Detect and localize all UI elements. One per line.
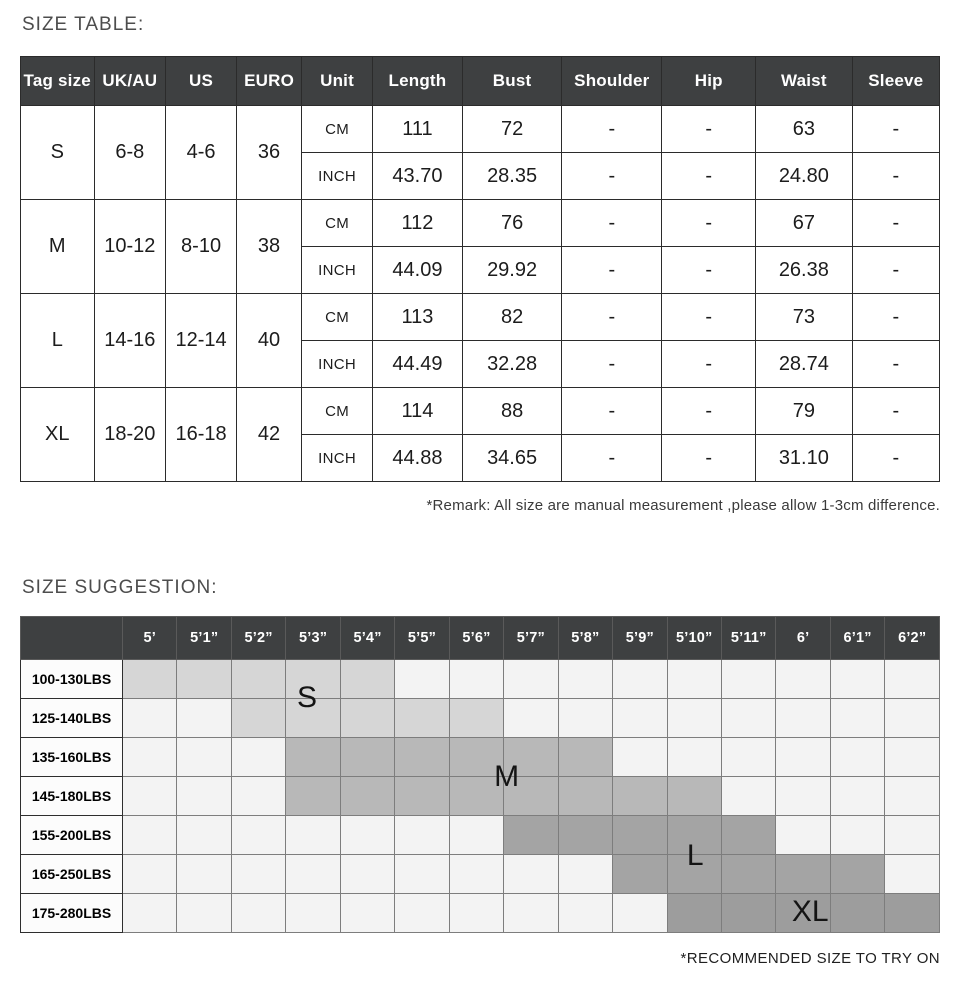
suggestion-cell: [776, 777, 830, 816]
weight-row: [21, 738, 940, 777]
suggestion-cell-m: [667, 777, 721, 816]
suggestion-cell: [177, 816, 231, 855]
suggestion-cell-l: [613, 855, 667, 894]
unit-cell: CM: [302, 106, 373, 153]
measurement-cell: -: [852, 106, 939, 153]
suggestion-cell-xl: [830, 894, 884, 933]
suggestion-cell: [123, 894, 177, 933]
size-letter-m: M: [494, 760, 520, 794]
size-table-us-cell: 16-18: [166, 388, 237, 482]
height-header-cell: 5’7”: [504, 617, 558, 660]
size-table-euro-cell: 42: [236, 388, 301, 482]
height-header-cell: 6’1”: [830, 617, 884, 660]
height-header-cell: 5’: [123, 617, 177, 660]
suggestion-cell: [123, 738, 177, 777]
suggestion-cell: [885, 660, 940, 699]
size-table-header-cell: Tag size: [21, 57, 95, 106]
measurement-cell: 112: [372, 200, 462, 247]
measurement-cell: -: [662, 106, 756, 153]
suggestion-cell: [340, 894, 394, 933]
suggestion-cell: [340, 855, 394, 894]
suggestion-cell: [123, 777, 177, 816]
suggestion-cell: [722, 777, 776, 816]
size-table-row: [21, 294, 940, 341]
size-table-header-cell: Shoulder: [562, 57, 662, 106]
suggestion-cell-l: [830, 855, 884, 894]
suggestion-cell-s: [340, 699, 394, 738]
unit-cell: INCH: [302, 247, 373, 294]
measurement-cell: 29.92: [462, 247, 561, 294]
suggestion-cell: [558, 699, 612, 738]
suggestion-cell-s: [286, 660, 340, 699]
measurement-cell: -: [562, 294, 662, 341]
measurement-cell: 31.10: [756, 435, 852, 482]
suggestion-cell: [558, 660, 612, 699]
suggestion-cell: [449, 894, 503, 933]
size-table-us-cell: 4-6: [166, 106, 237, 200]
size-table-title: SIZE TABLE:: [22, 14, 145, 35]
suggestion-cell: [830, 699, 884, 738]
unit-cell: INCH: [302, 341, 373, 388]
size-table-remark: *Remark: All size are manual measurement ,please allow 1-3cm difference.: [426, 497, 940, 514]
suggestion-cell-m: [449, 738, 503, 777]
size-table: [20, 56, 940, 482]
suggestion-cell: [449, 816, 503, 855]
measurement-cell: -: [662, 200, 756, 247]
suggestion-cell: [231, 855, 285, 894]
height-header-cell: 5’3”: [286, 617, 340, 660]
suggestion-cell: [231, 816, 285, 855]
suggestion-cell-m: [613, 777, 667, 816]
weight-label-cell: 175-280LBS: [21, 894, 123, 933]
measurement-cell: 26.38: [756, 247, 852, 294]
weight-row: [21, 777, 940, 816]
suggestion-cell: [885, 777, 940, 816]
suggestion-cell: [123, 816, 177, 855]
weight-label-cell: 155-200LBS: [21, 816, 123, 855]
suggestion-cell: [177, 894, 231, 933]
size-table-euro-cell: 36: [236, 106, 301, 200]
measurement-cell: 34.65: [462, 435, 561, 482]
unit-cell: CM: [302, 294, 373, 341]
measurement-cell: 44.09: [372, 247, 462, 294]
suggestion-cell-xl: [667, 894, 721, 933]
suggestion-cell-s: [231, 660, 285, 699]
suggestion-cell: [776, 816, 830, 855]
suggestion-cell: [776, 738, 830, 777]
suggestion-cell: [885, 699, 940, 738]
size-table-uk-au-cell: 6-8: [94, 106, 166, 200]
size-table-header-cell: Waist: [756, 57, 852, 106]
unit-cell: INCH: [302, 153, 373, 200]
suggestion-cell: [286, 894, 340, 933]
measurement-cell: -: [852, 435, 939, 482]
measurement-cell: 72: [462, 106, 561, 153]
size-table-row: [21, 106, 940, 153]
weight-label-cell: 125-140LBS: [21, 699, 123, 738]
measurement-cell: -: [562, 106, 662, 153]
weight-row: [21, 894, 940, 933]
suggestion-cell: [667, 660, 721, 699]
measurement-cell: 32.28: [462, 341, 561, 388]
height-header-cell: 6’2”: [885, 617, 940, 660]
suggestion-cell: [558, 894, 612, 933]
measurement-cell: -: [562, 247, 662, 294]
suggestion-cell-m: [504, 777, 558, 816]
measurement-cell: 88: [462, 388, 561, 435]
measurement-cell: -: [662, 341, 756, 388]
suggestion-cell: [667, 699, 721, 738]
measurement-cell: 76: [462, 200, 561, 247]
suggestion-cell: [177, 855, 231, 894]
suggestion-cell-l: [613, 816, 667, 855]
size-table-header-row: [21, 57, 940, 106]
measurement-cell: -: [852, 388, 939, 435]
suggestion-cell: [830, 660, 884, 699]
measurement-cell: -: [852, 247, 939, 294]
size-table-tag-cell: L: [21, 294, 95, 388]
size-table-uk-au-cell: 14-16: [94, 294, 166, 388]
measurement-cell: 113: [372, 294, 462, 341]
recommend-note: *RECOMMENDED SIZE TO TRY ON: [680, 950, 940, 967]
suggestion-cell: [123, 699, 177, 738]
measurement-cell: 73: [756, 294, 852, 341]
size-table-header-cell: Hip: [662, 57, 756, 106]
measurement-cell: -: [562, 435, 662, 482]
height-header-cell: 6’: [776, 617, 830, 660]
size-table-uk-au-cell: 10-12: [94, 200, 166, 294]
suggestion-cell-m: [395, 738, 449, 777]
size-table-euro-cell: 38: [236, 200, 301, 294]
corner-cell: [21, 617, 123, 660]
suggestion-cell: [231, 777, 285, 816]
suggestion-cell-s: [123, 660, 177, 699]
suggestion-cell-l: [504, 816, 558, 855]
size-table-header-cell: Length: [372, 57, 462, 106]
suggestion-cell-l: [722, 816, 776, 855]
suggestion-cell-m: [558, 777, 612, 816]
suggestion-cell-m: [395, 777, 449, 816]
suggestion-cell: [722, 660, 776, 699]
suggestion-cell-xl: [722, 894, 776, 933]
size-table-euro-cell: 40: [236, 294, 301, 388]
suggestion-cell-l: [558, 816, 612, 855]
measurement-cell: -: [662, 247, 756, 294]
unit-cell: CM: [302, 388, 373, 435]
height-header-cell: 5’4”: [340, 617, 394, 660]
suggestion-cell-m: [504, 738, 558, 777]
suggestion-cell: [286, 816, 340, 855]
measurement-cell: -: [562, 341, 662, 388]
suggestion-cell-s: [449, 699, 503, 738]
suggestion-cell: [504, 699, 558, 738]
measurement-cell: 79: [756, 388, 852, 435]
size-table-header-cell: Unit: [302, 57, 373, 106]
suggestion-cell-xl: [776, 894, 830, 933]
height-header-cell: 5’11”: [722, 617, 776, 660]
height-header-cell: 5’5”: [395, 617, 449, 660]
suggestion-cell: [340, 816, 394, 855]
suggestion-cell: [613, 699, 667, 738]
height-header-cell: 5’10”: [667, 617, 721, 660]
suggestion-cell: [504, 660, 558, 699]
suggestion-cell: [395, 816, 449, 855]
suggestion-cell-s: [231, 699, 285, 738]
suggestion-cell: [231, 738, 285, 777]
measurement-cell: 67: [756, 200, 852, 247]
measurement-cell: -: [662, 435, 756, 482]
suggestion-cell: [395, 660, 449, 699]
measurement-cell: 44.49: [372, 341, 462, 388]
weight-row: [21, 855, 940, 894]
suggestion-cell: [885, 738, 940, 777]
size-table-header-cell: US: [166, 57, 237, 106]
size-table-header-cell: UK/AU: [94, 57, 166, 106]
measurement-cell: -: [562, 153, 662, 200]
suggestion-cell: [504, 894, 558, 933]
measurement-cell: -: [562, 200, 662, 247]
size-table-uk-au-cell: 18-20: [94, 388, 166, 482]
height-header-cell: 5’2”: [231, 617, 285, 660]
size-table-tag-cell: XL: [21, 388, 95, 482]
measurement-cell: -: [562, 388, 662, 435]
size-letter-l: L: [686, 838, 704, 872]
measurement-cell: -: [662, 294, 756, 341]
size-letter-s: S: [297, 681, 318, 715]
weight-row: [21, 660, 940, 699]
suggestion-cell: [231, 894, 285, 933]
size-table-us-cell: 8-10: [166, 200, 237, 294]
size-suggestion-header-row: [21, 617, 940, 660]
height-header-cell: 5’6”: [449, 617, 503, 660]
height-header-cell: 5’1”: [177, 617, 231, 660]
weight-row: [21, 699, 940, 738]
suggestion-cell: [667, 738, 721, 777]
suggestion-cell-m: [340, 738, 394, 777]
suggestion-cell: [177, 699, 231, 738]
weight-label-cell: 165-250LBS: [21, 855, 123, 894]
measurement-cell: -: [662, 388, 756, 435]
suggestion-cell-m: [449, 777, 503, 816]
measurement-cell: -: [852, 200, 939, 247]
suggestion-cell: [504, 855, 558, 894]
suggestion-cell-l: [667, 855, 721, 894]
unit-cell: CM: [302, 200, 373, 247]
size-table-row: [21, 200, 940, 247]
size-table-us-cell: 12-14: [166, 294, 237, 388]
size-suggestion-table: [20, 616, 940, 933]
suggestion-cell-l: [776, 855, 830, 894]
suggestion-cell: [885, 855, 940, 894]
measurement-cell: 28.74: [756, 341, 852, 388]
suggestion-cell: [776, 699, 830, 738]
suggestion-cell-m: [558, 738, 612, 777]
suggestion-cell: [830, 738, 884, 777]
weight-label-cell: 145-180LBS: [21, 777, 123, 816]
suggestion-cell-s: [286, 699, 340, 738]
size-letter-xl: XL: [791, 895, 829, 929]
suggestion-cell-m: [286, 777, 340, 816]
size-table-tag-cell: M: [21, 200, 95, 294]
measurement-cell: 63: [756, 106, 852, 153]
measurement-cell: 82: [462, 294, 561, 341]
suggestion-cell: [449, 660, 503, 699]
suggestion-cell: [123, 855, 177, 894]
suggestion-cell-s: [395, 699, 449, 738]
size-table-row: [21, 388, 940, 435]
suggestion-cell: [395, 855, 449, 894]
suggestion-cell: [722, 738, 776, 777]
measurement-cell: 44.88: [372, 435, 462, 482]
suggestion-cell: [776, 660, 830, 699]
suggestion-cell-xl: [885, 894, 940, 933]
suggestion-cell: [286, 855, 340, 894]
suggestion-cell: [830, 816, 884, 855]
measurement-cell: 24.80: [756, 153, 852, 200]
suggestion-cell-l: [667, 816, 721, 855]
suggestion-cell: [885, 816, 940, 855]
suggestion-cell: [722, 699, 776, 738]
suggestion-cell: [395, 894, 449, 933]
measurement-cell: -: [852, 294, 939, 341]
suggestion-cell: [177, 777, 231, 816]
size-table-header-cell: Bust: [462, 57, 561, 106]
measurement-cell: 114: [372, 388, 462, 435]
height-header-cell: 5’9”: [613, 617, 667, 660]
suggestion-cell: [613, 738, 667, 777]
suggestion-cell-l: [722, 855, 776, 894]
measurement-cell: -: [852, 341, 939, 388]
suggestion-cell-s: [340, 660, 394, 699]
size-suggestion-table-wrap: [20, 616, 940, 933]
size-suggestion-title: SIZE SUGGESTION:: [22, 577, 218, 598]
suggestion-cell: [830, 777, 884, 816]
suggestion-cell-m: [286, 738, 340, 777]
size-table-tag-cell: S: [21, 106, 95, 200]
height-header-cell: 5’8”: [558, 617, 612, 660]
measurement-cell: 28.35: [462, 153, 561, 200]
suggestion-cell: [613, 894, 667, 933]
suggestion-cell: [558, 855, 612, 894]
weight-row: [21, 816, 940, 855]
unit-cell: INCH: [302, 435, 373, 482]
suggestion-cell-s: [177, 660, 231, 699]
measurement-cell: -: [852, 153, 939, 200]
suggestion-cell: [613, 660, 667, 699]
weight-label-cell: 100-130LBS: [21, 660, 123, 699]
suggestion-cell: [177, 738, 231, 777]
suggestion-cell-m: [340, 777, 394, 816]
measurement-cell: 43.70: [372, 153, 462, 200]
suggestion-cell: [449, 855, 503, 894]
weight-label-cell: 135-160LBS: [21, 738, 123, 777]
measurement-cell: 111: [372, 106, 462, 153]
measurement-cell: -: [662, 153, 756, 200]
size-table-header-cell: Sleeve: [852, 57, 939, 106]
size-table-header-cell: EURO: [236, 57, 301, 106]
